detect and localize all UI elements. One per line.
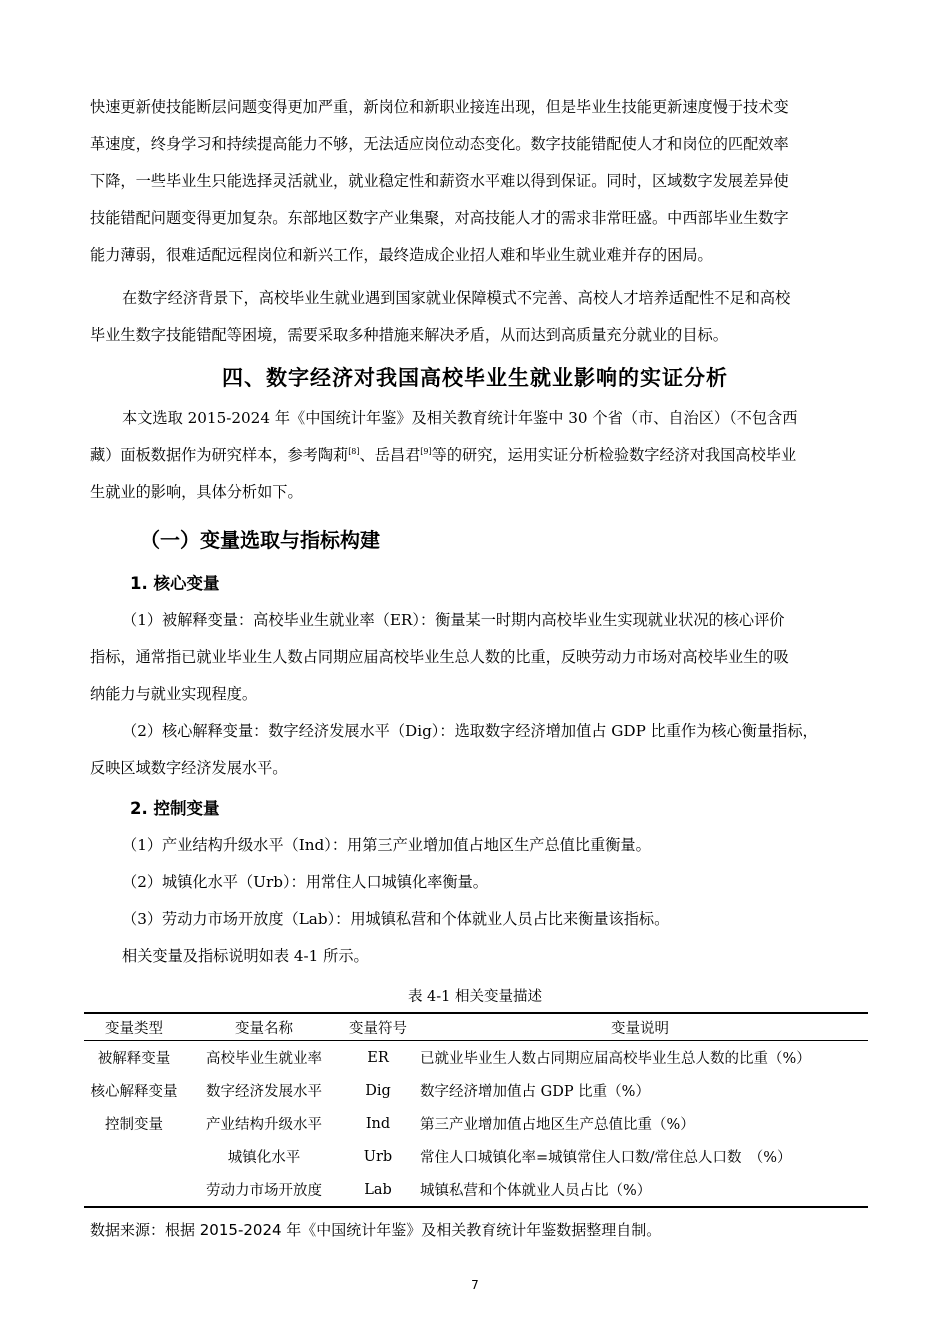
text-line: 指标，通常指已就业毕业生人数占同期应届高校毕业生总人数的比重，反映劳动力市场对高校毕业生的吸 <box>90 648 789 666</box>
table-cell: 常住人口城镇化率=城镇常住人口数/常住总人口数 （%） <box>420 1150 792 1166</box>
text-segment: 藏）面板数据作为研究样本，参考陶莉 <box>90 446 349 464</box>
table-row <box>84 1140 868 1173</box>
table-cell <box>84 1173 184 1207</box>
table-row <box>84 1107 868 1140</box>
table-header-row <box>84 1013 868 1041</box>
table-intro-text: 相关变量及指标说明如表 4-1 所示。 <box>122 947 369 965</box>
table-cell <box>84 1140 184 1173</box>
table-cell: 城镇化水平 <box>227 1150 301 1166</box>
subsection-heading: （一）变量选取与指标构建 <box>140 528 380 552</box>
core-variable-item-2 <box>90 713 862 787</box>
table-cell: 被解释变量 <box>97 1051 171 1067</box>
table-cell: 城镇私营和个体就业人员占比（%） <box>420 1183 652 1199</box>
text-line: 反映区域数字经济发展水平。 <box>90 759 288 777</box>
table-cell: 第三产业增加值占地区生产总值比重（%） <box>420 1117 695 1133</box>
table-cell: Urb <box>363 1148 393 1165</box>
table-cell: 控制变量 <box>105 1117 163 1133</box>
text-line: 在数字经济背景下，高校毕业生就业遇到国家就业保障模式不完善、高校人才培养适配性不足和高校 <box>122 289 791 307</box>
table-cell: 高校毕业生就业率 <box>206 1051 322 1067</box>
section-paragraph <box>90 400 862 511</box>
table-cell: 已就业毕业生人数占同期应届高校毕业生总人数的比重（%） <box>420 1051 811 1067</box>
text-line: 能力薄弱，很难适配远程岗位和新兴工作，最终造成企业招人难和毕业生就业难并存的困局。 <box>90 246 713 264</box>
table-cell: 数字经济发展水平 <box>206 1084 322 1100</box>
table-cell: 劳动力市场开放度 <box>206 1183 322 1199</box>
citation-ref[interactable]: [9] <box>420 446 432 456</box>
control-variable-item-2: （2）城镇化水平（Urb）：用常住人口城镇化率衡量。 <box>122 873 488 891</box>
control-variable-item-1: （1）产业结构升级水平（Ind）：用第三产业增加值占地区生产总值比重衡量。 <box>122 836 651 854</box>
table-cell: Dig <box>365 1082 391 1099</box>
text-line: （1）被解释变量：高校毕业生就业率（ER）：衡量某一时期内高校毕业生实现就业状况的核心评价 <box>122 611 785 629</box>
text-line: （2）核心解释变量：数字经济发展水平（Dig）：选取数字经济增加值占 GDP 比重作为核心衡量指标， <box>122 722 818 740</box>
table-cell: 产业结构升级水平 <box>206 1117 322 1133</box>
table-cell: ER <box>367 1049 389 1066</box>
control-variable-item-3: （3）劳动力市场开放度（Lab）：用城镇私营和个体就业人员占比来衡量该指标。 <box>122 910 670 928</box>
citation-ref[interactable]: [8] <box>348 446 360 456</box>
text-line: 快速更新使技能断层问题变得更加严重，新岗位和新职业接连出现，但是毕业生技能更新速度慢于技术变 <box>90 98 789 116</box>
data-source-note: 数据来源：根据 2015-2024 年《中国统计年鉴》及相关教育统计年鉴数据整理自制。 <box>90 1221 662 1239</box>
text-line: 下降，一些毕业生只能选择灵活就业，就业稳定性和薪资水平难以得到保证。同时，区域数字发展差异使 <box>90 172 789 190</box>
table-cell: Lab <box>364 1181 392 1198</box>
text-line: 革速度，终身学习和持续提高能力不够，无法适应岗位动态变化。数字技能错配使人才和岗位的匹配效率 <box>90 135 789 153</box>
variables-table <box>84 1012 868 1208</box>
intro-paragraph-2 <box>90 280 862 354</box>
text-line <box>90 437 862 474</box>
column-header: 变量类型 <box>84 1013 184 1041</box>
text-line: 纳能力与就业实现程度。 <box>90 685 258 703</box>
table-cell: 数字经济增加值占 GDP 比重（%） <box>420 1084 650 1100</box>
text-line: 毕业生数字技能错配等困境，需要采取多种措施来解决矛盾，从而达到高质量充分就业的目标。 <box>90 326 728 344</box>
table-row <box>84 1041 868 1075</box>
table-caption: 表 4-1 相关变量描述 <box>407 989 543 1005</box>
column-header: 变量说明 <box>412 1013 868 1041</box>
page-number: 7 <box>471 1278 479 1292</box>
core-variables-heading: 1. 核心变量 <box>130 574 220 593</box>
table-cell: 核心解释变量 <box>90 1084 178 1100</box>
section-heading: 四、数字经济对我国高校毕业生就业影响的实证分析 <box>222 366 728 390</box>
text-line: 本文选取 2015-2024 年《中国统计年鉴》及相关教育统计年鉴中 30 个省（市、自治区）（不包含西 <box>122 409 798 427</box>
text-segment: 等的研究，运用实证分析检验数字经济对我国高校毕业 <box>431 446 797 464</box>
table-row <box>84 1074 868 1107</box>
column-header: 变量名称 <box>184 1013 344 1041</box>
intro-paragraph-1 <box>90 89 862 274</box>
control-variables-heading: 2. 控制变量 <box>130 799 220 818</box>
text-segment: 、岳昌君 <box>359 446 421 464</box>
table-row <box>84 1173 868 1207</box>
text-line: 技能错配问题变得更加复杂。东部地区数字产业集聚，对高技能人才的需求非常旺盛。中西部毕业生数字 <box>90 209 789 227</box>
text-line: 生就业的影响，具体分析如下。 <box>90 483 303 501</box>
core-variable-item-1 <box>90 602 862 713</box>
table-cell: Ind <box>365 1115 391 1132</box>
column-header: 变量符号 <box>344 1013 412 1041</box>
